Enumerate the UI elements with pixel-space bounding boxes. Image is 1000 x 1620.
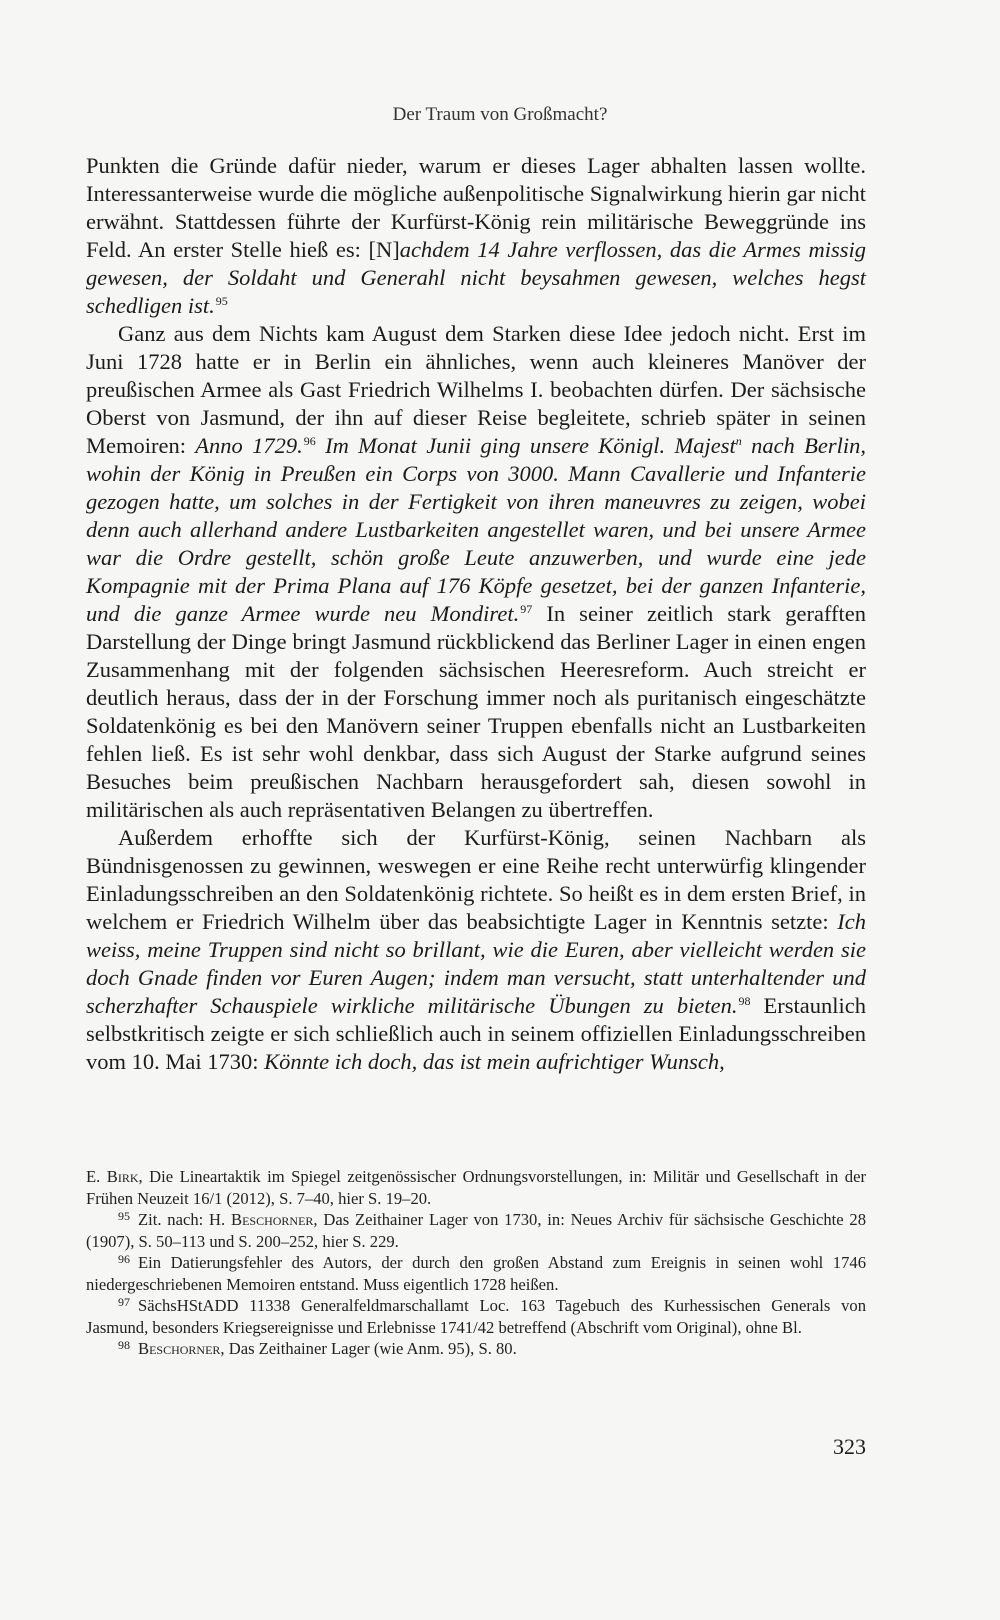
author-birk: Birk — [106, 1167, 139, 1186]
footnote-ref-98[interactable]: 98 — [738, 994, 751, 1008]
footnote-95-pre: Zit. nach: H. — [138, 1210, 231, 1229]
footnote-96 — [86, 1252, 866, 1295]
paragraph-3-text-b: Erstaunlich selbstkritisch zeigte er sich schließlich auch in seinem offiziellen Einladungsschreiben vom 10. Mai 1730: — [86, 993, 866, 1074]
author-beschorner: Beschorner — [138, 1339, 221, 1358]
paragraph-2 — [86, 320, 866, 824]
footnote-cont-post: , Die Lineartaktik im Spiegel zeitgenössischer Ordnungsvorstellungen, in: Militär und Gesellschaft in der Frühen Neuzeit 16/1 (2012), S. 7–40, hier S. 19–20. — [86, 1167, 866, 1208]
footnote-number: 98 — [118, 1338, 130, 1352]
footnote-number: 95 — [118, 1209, 130, 1223]
footnote-continuation — [86, 1166, 866, 1209]
footnote-number: 97 — [118, 1295, 130, 1309]
paragraph-2-text-a: Ganz aus dem Nichts kam August dem Starken diese Idee jedoch nicht. Erst im Juni 1728 hatte er in Berlin ein ähnliches, wenn auch kleineres Manöver der preußischen Armee als Gast Friedrich Wilhelms I. beobachten dürfen. Der sächsische Oberst von Jasmund, der ihn auf dieser Reise begleitete, schrieb später in seinen Memoiren: — [86, 321, 866, 458]
footnote-95-post: , Das Zeithainer Lager von 1730, in: Neues Archiv für sächsische Geschichte 28 (1907), S. 50–113 und S. 200–252, hier S. 229. — [86, 1210, 866, 1251]
paragraph-3 — [86, 824, 866, 1076]
footnote-number: 96 — [118, 1252, 130, 1266]
footnote-cont-pre: E. — [86, 1167, 107, 1186]
footnote-98-post: , Das Zeithainer Lager (wie Anm. 95), S. 80. — [220, 1339, 517, 1358]
quote-memoirs-b: nach Berlin, wohin der König in Preußen ein Corps von 3000. Mann Cavallerie und Infanterie gezogen hatte, um solches in der Fertigkeit von ihren maneuvres zu zeigen, wobei denn auch allerhand andere Lustbarkeiten angestellet waren, und bei unsere Armee war die Ordre gestellt, schön große Leute anzuwerben, und wurde eine jede Kompagnie mit der Prima Plana auf 176 Köpfe gesetzet, bei der ganzen Infanterie, und die ganze Armee wurde neu Mondiret. — [86, 433, 866, 626]
quote-invitation: Könnte ich doch, das ist mein aufrichtiger Wunsch, — [264, 1049, 725, 1074]
body-text — [86, 152, 866, 1076]
footnote-95 — [86, 1209, 866, 1252]
footnote-ref-95[interactable]: 95 — [215, 294, 228, 308]
footnote-97 — [86, 1295, 866, 1338]
footnote-98 — [86, 1338, 866, 1360]
page-number: 323 — [833, 1434, 866, 1459]
quote-memoirs-a: Im Monat Junii ging unsere Königl. Majest — [315, 433, 736, 458]
quote-jasmund-armee: achdem 14 Jahre verflossen, das die Armes missig gewesen, der Soldaht und Generahl nicht beysahmen gewesen, welches hegst schedligen ist. — [86, 237, 866, 318]
paragraph-2-text-b: In seiner zeitlich stark gerafften Darstellung der Dinge bringt Jasmund rückblickend das Berliner Lager in einen engen Zusammenhang mit der folgenden sächsischen Heeresreform. Auch streicht er deutlich heraus, dass der in der Forschung immer noch als puritanisch eingeschätzte Soldatenkönig es bei den Manövern seiner Truppen ebenfalls nicht an Lustbarkeiten fehlen ließ. Es ist sehr wohl denkbar, dass sich August der Starke aufgrund seines Besuches beim preußischen Nachbarn herausgefordert sah, diesen sowohl in militärischen als auch repräsentativen Belangen zu übertreffen. — [86, 601, 866, 822]
quote-anno: Anno 1729. — [195, 433, 303, 458]
footnote-96-text: Ein Datierungsfehler des Autors, der durch den großen Abstand zum Ereignis in seinen wohl 1746 niedergeschriebenen Memoiren entstand. Muss eigentlich 1728 heißen. — [86, 1253, 866, 1294]
paragraph-1 — [86, 152, 866, 320]
footnote-97-text: SächsHStADD 11338 Generalfeldmarschallamt Loc. 163 Tagebuch des Kurhessischen Generals von Jasmund, besonders Kriegsereignisse und Erlebnisse 1741/42 betreffend (Abschrift vom Original), ohne Bl. — [86, 1296, 866, 1337]
paragraph-3-text-a: Außerdem erhoffte sich der Kurfürst-König, seinen Nachbarn als Bündnisgenossen zu gewinnen, weswegen er eine Reihe recht unterwürfig klingender Einladungsschreiben an den Soldatenkönig richtete. So heißt es in dem ersten Brief, in welchem er Friedrich Wilhelm über das beabsichtigte Lager in Kenntnis setzte: — [86, 825, 866, 934]
author-beschorner: Beschorner — [231, 1210, 314, 1229]
running-head: Der Traum von Großmacht? — [392, 104, 608, 125]
quote-letter: Ich weiss, meine Truppen sind nicht so brillant, wie die Euren, aber vielleicht werden sie doch Gnade finden vor Euren Augen; indem man versucht, statt unterhaltender und scherzhafter Schauspiele wirkliche militärische Übungen zu bieten. — [86, 909, 866, 1018]
footnotes — [86, 1166, 866, 1360]
footnote-ref-97[interactable]: 97 — [520, 602, 533, 616]
paragraph-1-text: Punkten die Gründe dafür nieder, warum er dieses Lager abhalten lassen wollte. Interessanterweise wurde die mögliche außenpolitische Signalwirkung hierin gar nicht erwähnt. Stattdessen führte der Kurfürst-König rein militärische Beweggründe ins Feld. An erster Stelle hieß es: [N] — [86, 153, 866, 262]
quote-superscript: n — [735, 434, 742, 448]
footnote-ref-96[interactable]: 96 — [303, 434, 316, 448]
